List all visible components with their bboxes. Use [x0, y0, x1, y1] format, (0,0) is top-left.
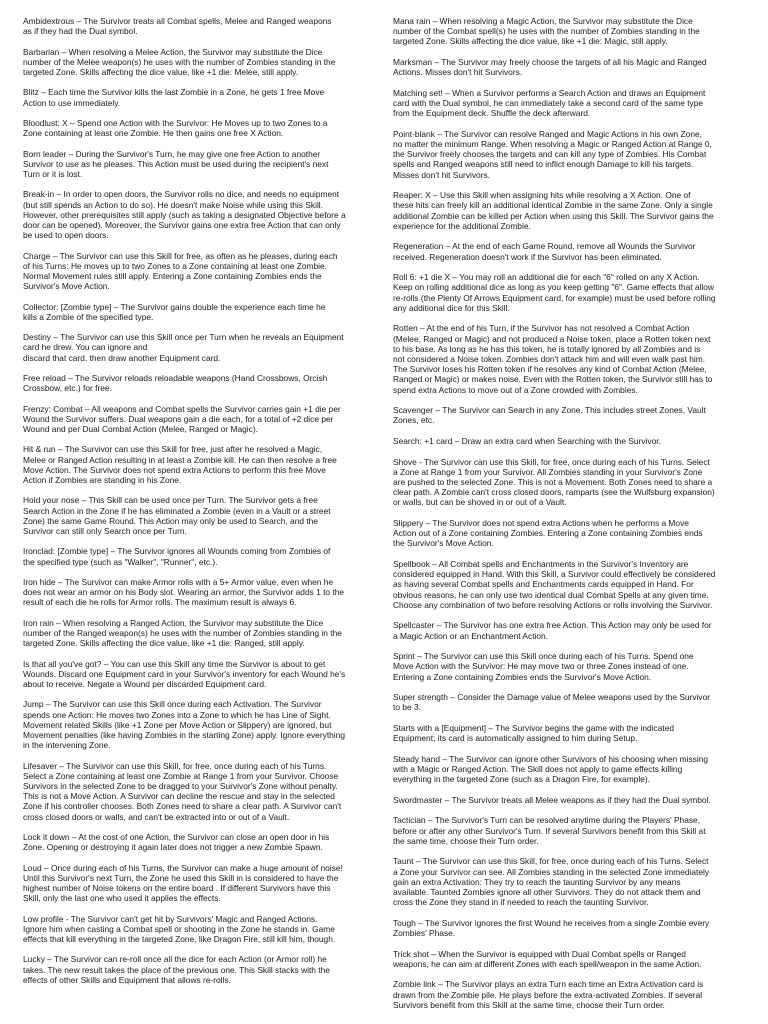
skill-entry: Scavenger – The Survivor can Search in any Zone. This includes street Zones, Vault Zones, etc. — [393, 405, 706, 426]
skill-entry: Search: +1 card – Draw an extra card when Searching with the Survivor. — [393, 436, 661, 447]
skill-entry: Spellcaster – The Survivor has one extra free Action. This Action may only be used for a Magic Action or an Enchantment Action. — [393, 620, 712, 641]
skill-entry: Swordmaster – The Survivor treats all Melee weapons as if they had the Dual symbol. — [393, 794, 711, 805]
skill-entry: Regeneration – At the end of each Game Round, remove all Wounds the Survivor received. Regeneration doesn't work if the Survivor has been eliminated. — [393, 241, 696, 262]
skill-entry: Frenzy: Combat – All weapons and Combat spells the Survivor carries gain +1 die per Wound the Survivor suffers. Dual weapons gain a die each, for a total of +2 dice per Wound and per Dual Combat Action (Melee, Ranged or Magic). — [23, 403, 341, 434]
skill-entry: Super strength – Consider the Damage value of Melee weapons used by the Survivor to be 3. — [393, 692, 711, 713]
skill-entry: Marksman – The Survivor may freely choose the targets of all his Magic and Ranged Actions. Misses don't hit Survivors. — [393, 57, 707, 78]
skill-entry: Zombie link – The Survivor plays an extra Turn each time an Extra Activation card is drawn from the Zombie pile. He plays before the extra-activated Zombies. If several Survivors benefit from this Skill at the same time, choose their Turn order. — [393, 979, 704, 1010]
skill-entry: Rotten – At the end of his Turn, if the Survivor has not resolved a Combat Action (Melee, Ranged or Magic) and not produced a Noise token, place a Rotten token next to his base. As long as he has this token, he is totally ignored by all Zombies and is not considered a Noise token. Zombies don't attack him and will even walk past him. The Survivor loses his Rotten token if he resolves any kind of Combat Action (Melee, Ranged or Magic) or makes noise. Even with the Rotten token, the Survivor still has to spend extra Actions to move out of a Zone crowded with Zombies. — [393, 323, 713, 395]
left-skill-column — [23, 16, 363, 1024]
skill-entry: Lucky – The Survivor can re-roll once all the dice for each Action (or Armor roll) he takes. The new result takes the place of the previous one. This Skill stacks with the effects of other Skills and Equipment that allows re-rolls. — [23, 954, 330, 985]
skill-entry: Steady hand – The Survivor can ignore other Survivors of his choosing when missing with a Magic or Ranged Action. The Skill does not apply to game effects killing everything in the targeted Zone (such as a Dragon Fire, for example). — [393, 753, 709, 785]
skill-entry: Barbarian – When resolving a Melee Action, the Survivor may substitute the Dice number of the Melee weapon(s) he uses with the number of Zombies standing in the targeted Zone. Skills affecting the dice value, like +1 die: Melee, still apply. — [23, 46, 336, 77]
skill-entry: Lifesaver – The Survivor can use this Skill, for free, once during each of his Turns. Select a Zone containing at least one Zombie at Range 1 from your Survivor. Choose Survivors in the selected Zone to be dragged to your Survivor's Zone without penalty. This is not a Move Action. A Survivor can decline the rescue and stay in the selected Zone if his controller chooses. Both Zones need to share a clear path. A Survivor can't cross closed doors or walls, and can't be extracted into or out of a Vault. — [23, 760, 342, 822]
skill-entry: Break-in – In order to open doors, the Survivor rolls no dice, and needs no equipment (but still spends an Action to do so). He doesn't make Noise while using this Skill. However, other prerequisites still apply (such as taking a designated Objective before a door can be opened). Moreover, the Survivor gains one extra free Action that can only be used to open doors. — [23, 189, 346, 241]
skill-entry: Slippery – The Survivor does not spend extra Actions when he performs a Move Action out of a Zone containing Zombies. Entering a Zone containing Zombies ends the Survivor's Move Action. — [393, 518, 703, 549]
skill-entry: Shove - The Survivor can use this Skill, for free, once during each of his Turns. Select a Zone at Range 1 from your Survivor. All Zombies standing in your Survivor's Zone are pushed to the selected Zone. This is not a Movement. Both Zones need to share a clear path. A Zombie can't cross closed doors, ramparts (see the Wulfsburg expansion) or walls, but can be shoved in or out of a Vault. — [393, 456, 715, 508]
skill-entry: Reaper: X – Use this Skill when assigning hits while resolving a X Action. One of these hits can freely kill an additional identical Zombie in the same Zone. Only a single additional Zombie can be killed per Action when using this Skill. The Survivor gains the experience for the additional Zombie. — [393, 190, 714, 231]
skill-entry: Point-blank – The Survivor can resolve Ranged and Magic Actions in his own Zone, no matter the minimum Range. When resolving a Magic or Ranged Action at Range 0, the Survivor freely chooses the targets and can kill any type of Zombies. His Combat spells and Ranged weapons still need to inflict enough Damage to kill his targets. Misses don't hit Survivors. — [393, 128, 712, 180]
skill-entry: Low profile - The Survivor can't get hit by Survivors' Magic and Ranged Actions. Ignore him when casting a Combat spell or shooting in the Zone he stands in. Game effects that kill everything in the targeted Zone, like Dragon Fire, still kill him, though. — [23, 913, 336, 944]
skill-entry: Mana rain – When resolving a Magic Action, the Survivor may substitute the Dice number of the Combat spell(s) he uses with the number of Zombies standing in the targeted Zone. Skills affecting the dice value, like +1 die: Magic, still apply. — [393, 16, 700, 47]
skill-entry: Tough – The Survivor ignores the first Wound he receives from a single Zombie every Zombies' Phase. — [393, 917, 710, 939]
skill-entry: Collector: [Zombie type] – The Survivor gains double the experience each time he kills a Zombie of the specified type. — [23, 301, 326, 322]
skill-entry: Roll 6: +1 die X – You may roll an additional die for each "6" rolled on any X Action. Keep on rolling additional dice as long as you keep getting "6". Game effects that allow re-rolls (the Plenty Of Arrows Equipment card, for example) must be used before rolling any additional dice for this Skill. — [393, 272, 716, 313]
skill-entry: Is that all you've got? – You can use this Skill any time the Survivor is about to get Wounds. Discard one Equipment card in your Survivor's inventory for each Wound he's about to receive. Negate a Wound per discarded Equipment card. — [23, 658, 346, 689]
skill-entry: Free reload – The Survivor reloads reloadable weapons (Hand Crossbows, Orcish Crossbow, etc.) for free. — [23, 372, 328, 394]
skill-entry: Hold your nose – This Skill can be used once per Turn. The Survivor gets a free Search Action in the Zone if he has eliminated a Zombie (even in a Vault or a street Zone) the same Game Round. This Action may only be used to Search, and the Survivor can still only Search once per Turn. — [23, 495, 331, 536]
skill-entry: Tactician – The Survivor's Turn can be resolved anytime during the Players' Phase, before or after any other Survivor's Turn. If several Survivors benefit from this Skill at the same time, choose their Turn order. — [393, 815, 706, 846]
skill-entry: Loud – Once during each of his Turns, the Survivor can make a huge amount of noise! Until this Survivor's next Turn, the Zone he used this Skill in is considered to have the highest number of Noise tokens on the entire board . If different Survivors have this Skill, only the last one who used it applies the effects. — [23, 862, 343, 904]
skill-entry: Hit & run – The Survivor can use this Skill for free, just after he resolved a Magic, Melee or Ranged Action resulting in at least a Zombie kill. He can then resolve a free Move Action. The Survivor does not spend extra Actions to perform this free Move Action if Zombies are standing in his Zone. — [23, 444, 337, 485]
skill-entry: Trick shot – When the Survivor is equipped with Dual Combat spells or Ranged weapons, he can aim at different Zones with each spell/weapon in the same Action. — [393, 948, 702, 969]
skill-entry: Sprint – The Survivor can use this Skill once during each of his Turns. Spend one Move Action with the Survivor: He may move two or three Zones instead of one. Entering a Zone containing Zombies ends the Survivor's Move Action. — [393, 651, 694, 682]
skill-entry: Iron rain – When resolving a Ranged Action, the Survivor may substitute the Dice number of the Ranged weapon(s) he uses with the number of Zombies standing in the targeted Zone. Skills affecting the dice value, like +1 die: Ranged, still apply. — [23, 617, 342, 649]
skill-entry: Charge – The Survivor can use this Skill for free, as often as he pleases, during each of his Turns: He moves up to two Zones to a Zone containing at least one Zombie. Normal Movement rules still apply. Entering a Zone containing Zombies ends the Survivor's Move Action. — [23, 250, 338, 292]
skill-entry: Jump – The Survivor can use this Skill once during each Activation. The Survivor spends one Action: He moves two Zones into a Zone to which he has Line of Sight. Movement related Skills (like +1 Zone per Move Action or Slippery) are ignored, but Movement penalties (like having Zombies in the starting Zone) apply. Ignore everything in the intervening Zone. — [23, 699, 345, 751]
skill-entry: Lock it down – At the cost of one Action, the Survivor can close an open door in his Zone. Opening or destroying it again later does not trigger a new Zombie Spawn. — [23, 831, 330, 853]
skill-entry: Iron hide – The Survivor can make Armor rolls with a 5+ Armor value, even when he does not wear an armor on his Body slot. Wearing an armor, the Survivor adds 1 to the result of each die he rolls for Armor rolls. The maximum result is always 6. — [23, 576, 345, 608]
skill-entry: Ambidextrous – The Survivor treats all Combat spells, Melee and Ranged weapons as if they had the Dual symbol. — [23, 16, 332, 37]
skill-entry: Ironclad: [Zombie type] – The Survivor ignores all Wounds coming from Zombies of the specified type (such as "Walker", "Runner", etc.). — [23, 546, 331, 567]
skill-entry: Blitz – Each time the Survivor kills the last Zombie in a Zone, he gets 1 free Move Action to use immediately. — [23, 87, 325, 108]
skill-entry: Destiny – The Survivor can use this Skill once per Turn when he reveals an Equipment card he drew. You can ignore and discard that card, then draw another Equipment card. — [23, 332, 344, 363]
skill-entry: Taunt – The Survivor can use this Skill, for free, once during each of his Turns. Select a Zone your Survivor can see. All Zombies standing in the selected Zone immediately gain an extra Activation: They try to reach the taunting Survivor by any means available. Taunted Zombies ignore all other Survivors. They do not attack them and cross the Zone they stand in if needed to reach the taunting Survivor. — [393, 856, 710, 908]
skill-entry: Spellbook – All Combat spells and Enchantments in the Survivor's Inventory are considered equipped in Hand. With this Skill, a Survivor could effectively be considered as having several Combat spells and Enchantments cards equipped in Hand. For obvious reasons, he can only use two identical dual Combat Spells at any given time. Choose any combination of two before resolving Actions or rolls involving the Survivor. — [393, 559, 716, 610]
right-skill-column — [393, 16, 733, 1024]
skill-entry: Starts with a [Equipment] – The Survivor begins the game with the indicated Equipment; its card is automatically assigned to him during Setup. — [393, 723, 675, 744]
skill-entry: Born leader – During the Survivor's Turn, he may give one free Action to another Survivor to use as he pleases. This Action must be used during the recipient's next Turn or it is lost. — [23, 148, 329, 179]
skill-entry: Bloodlust: X – Spend one Action with the Survivor: He Moves up to two Zones to a Zone containing at least one Zombie. He then gains one free X Action. — [23, 117, 328, 139]
skill-entry: Matching set! – When a Survivor performs a Search Action and draws an Equipment card with the Dual symbol, he can immediately take a second card of the same type from the Equipment deck. Shuffle the deck afterward. — [393, 87, 706, 119]
